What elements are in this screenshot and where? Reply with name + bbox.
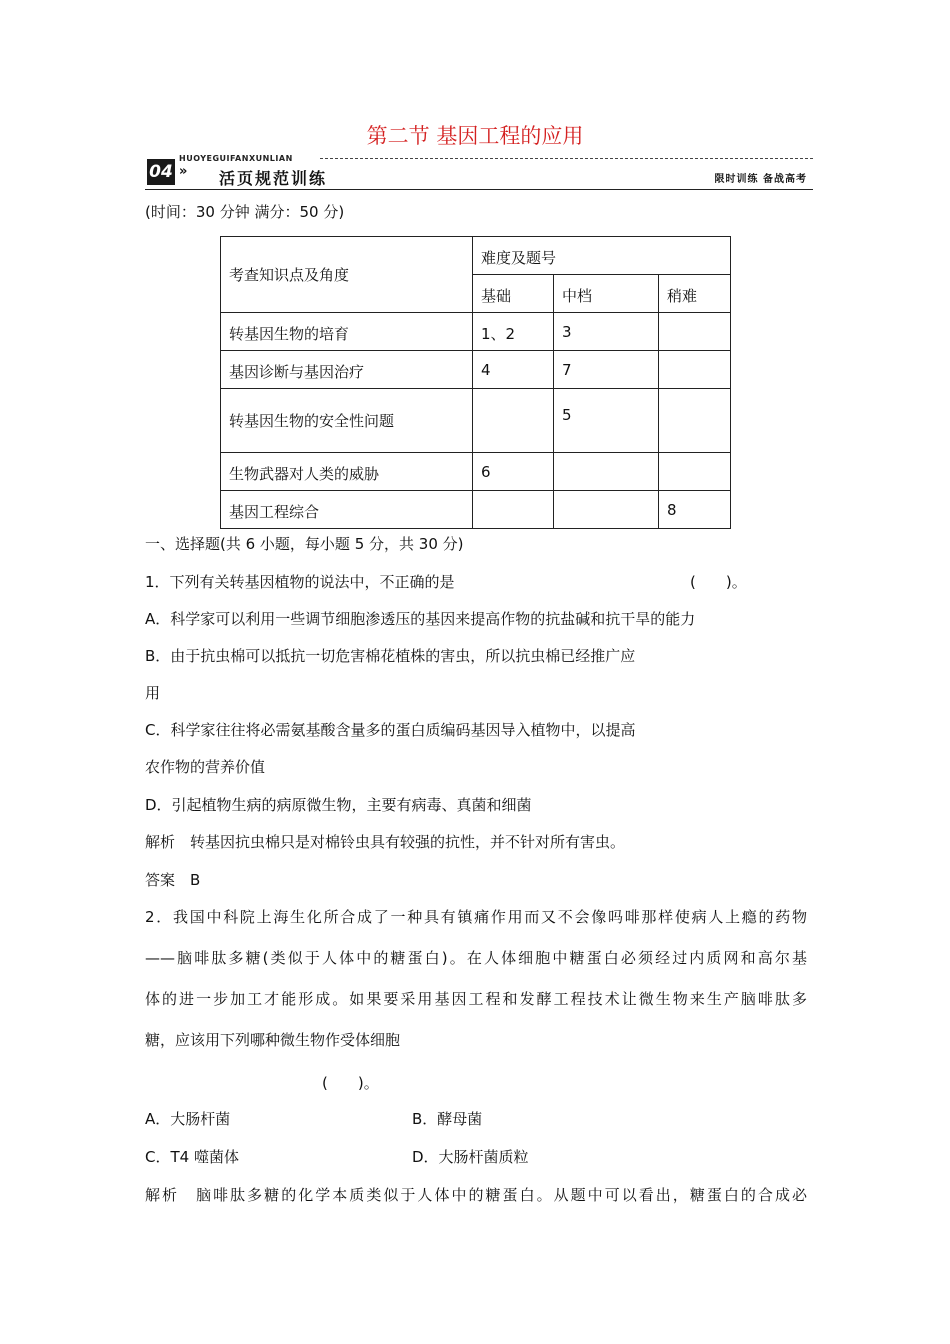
- table-cell-hard: 8: [659, 491, 731, 529]
- question-2-stem-line: 糖，应该用下列哪种微生物作受体细胞: [145, 1031, 401, 1049]
- table-cell-medium: [554, 453, 659, 491]
- question-2-option-a: A．大肠杆菌: [145, 1110, 231, 1128]
- question-1-blank: ( )。: [690, 573, 747, 591]
- table-cell-hard: [659, 313, 731, 351]
- question-2-stem-line: ——脑啡肽多糖(类似于人体中的糖蛋白)。在人体细胞中糖蛋白必须经过内质网和高尔基: [145, 949, 807, 967]
- table-cell-hard: [659, 351, 731, 389]
- page-title: 第二节 基因工程的应用: [366, 124, 584, 148]
- table-cell-basic: 1、2: [473, 313, 554, 351]
- banner-dashed-rule: [320, 158, 813, 159]
- table-cell-basic: 4: [473, 351, 554, 389]
- banner-pinyin: HUOYEGUIFANXUNLIAN: [179, 154, 293, 163]
- section-banner: [145, 152, 813, 192]
- table-header-topic: 考查知识点及角度: [221, 237, 473, 313]
- knowledge-table: [220, 236, 731, 529]
- section-number-badge: 04: [147, 159, 175, 185]
- table-cell-basic: [473, 491, 554, 529]
- table-cell-topic: 转基因生物的培育: [221, 313, 473, 351]
- table-cell-topic: 生物武器对人类的威胁: [221, 453, 473, 491]
- table-cell-basic: 6: [473, 453, 554, 491]
- section-heading: 一、选择题(共 6 小题，每小题 5 分，共 30 分): [145, 535, 464, 553]
- question-1-option-c-cont: 农作物的营养价值: [145, 758, 266, 776]
- question-2-blank: ( )。: [322, 1074, 379, 1092]
- table-cell-medium: 5: [554, 389, 659, 453]
- table-cell-medium: 7: [554, 351, 659, 389]
- table-row: [221, 453, 731, 491]
- table-row: [221, 313, 731, 351]
- question-1-option-a: A．科学家可以利用一些调节细胞渗透压的基因来提高作物的抗盐碱和抗干旱的能力: [145, 610, 696, 628]
- question-2-option-b: B．酵母菌: [412, 1110, 483, 1128]
- banner-section-title: 活页规范训练: [219, 169, 328, 188]
- table-header-hard: 稍难: [659, 275, 731, 313]
- table-cell-topic: 转基因生物的安全性问题: [221, 389, 473, 453]
- table-row: [221, 351, 731, 389]
- table-cell-basic: [473, 389, 554, 453]
- question-2-stem-line: 体的进一步加工才能形成。如果要采用基因工程和发酵工程技术让微生物来生产脑啡肽多: [145, 990, 807, 1008]
- question-2-option-d: D．大肠杆菌质粒: [412, 1148, 529, 1166]
- question-1-option-b: B．由于抗虫棉可以抵抗一切危害棉花植株的害虫，所以抗虫棉已经推广应: [145, 647, 636, 665]
- question-2-stem-line: 2．我国中科院上海生化所合成了一种具有镇痛作用而又不会像吗啡那样使病人上瘾的药物: [145, 908, 807, 926]
- question-1-analysis: 解析 转基因抗虫棉只是对棉铃虫具有较强的抗性，并不针对所有害虫。: [145, 833, 626, 851]
- table-cell-hard: [659, 389, 731, 453]
- exam-meta: (时间：30 分钟 满分：50 分): [145, 203, 345, 221]
- banner-slogan: 限时训练 备战高考: [714, 174, 807, 185]
- question-1-option-c: C．科学家往往将必需氨基酸含量多的蛋白质编码基因导入植物中，以提高: [145, 721, 636, 739]
- question-1-option-d: D．引起植物生病的病原微生物，主要有病毒、真菌和细菌: [145, 796, 532, 814]
- table-cell-topic: 基因工程综合: [221, 491, 473, 529]
- table-cell-medium: [554, 491, 659, 529]
- table-header-medium: 中档: [554, 275, 659, 313]
- question-1-answer: 答案 B: [145, 871, 201, 889]
- table-row: [221, 491, 731, 529]
- question-1-option-b-cont: 用: [145, 684, 161, 702]
- table-row: [221, 389, 731, 453]
- banner-rule: [145, 189, 813, 190]
- table-cell-hard: [659, 453, 731, 491]
- table-cell-topic: 基因诊断与基因治疗: [221, 351, 473, 389]
- question-2-analysis: 解析 脑啡肽多糖的化学本质类似于人体中的糖蛋白。从题中可以看出，糖蛋白的合成必: [145, 1186, 807, 1204]
- question-1-stem: 1．下列有关转基因植物的说法中，不正确的是: [145, 573, 455, 591]
- table-header-basic: 基础: [473, 275, 554, 313]
- question-2-option-c: C．T4 噬菌体: [145, 1148, 239, 1166]
- table-header-difficulty: 难度及题号: [473, 237, 731, 275]
- double-arrow-icon: »: [179, 164, 188, 179]
- table-cell-medium: 3: [554, 313, 659, 351]
